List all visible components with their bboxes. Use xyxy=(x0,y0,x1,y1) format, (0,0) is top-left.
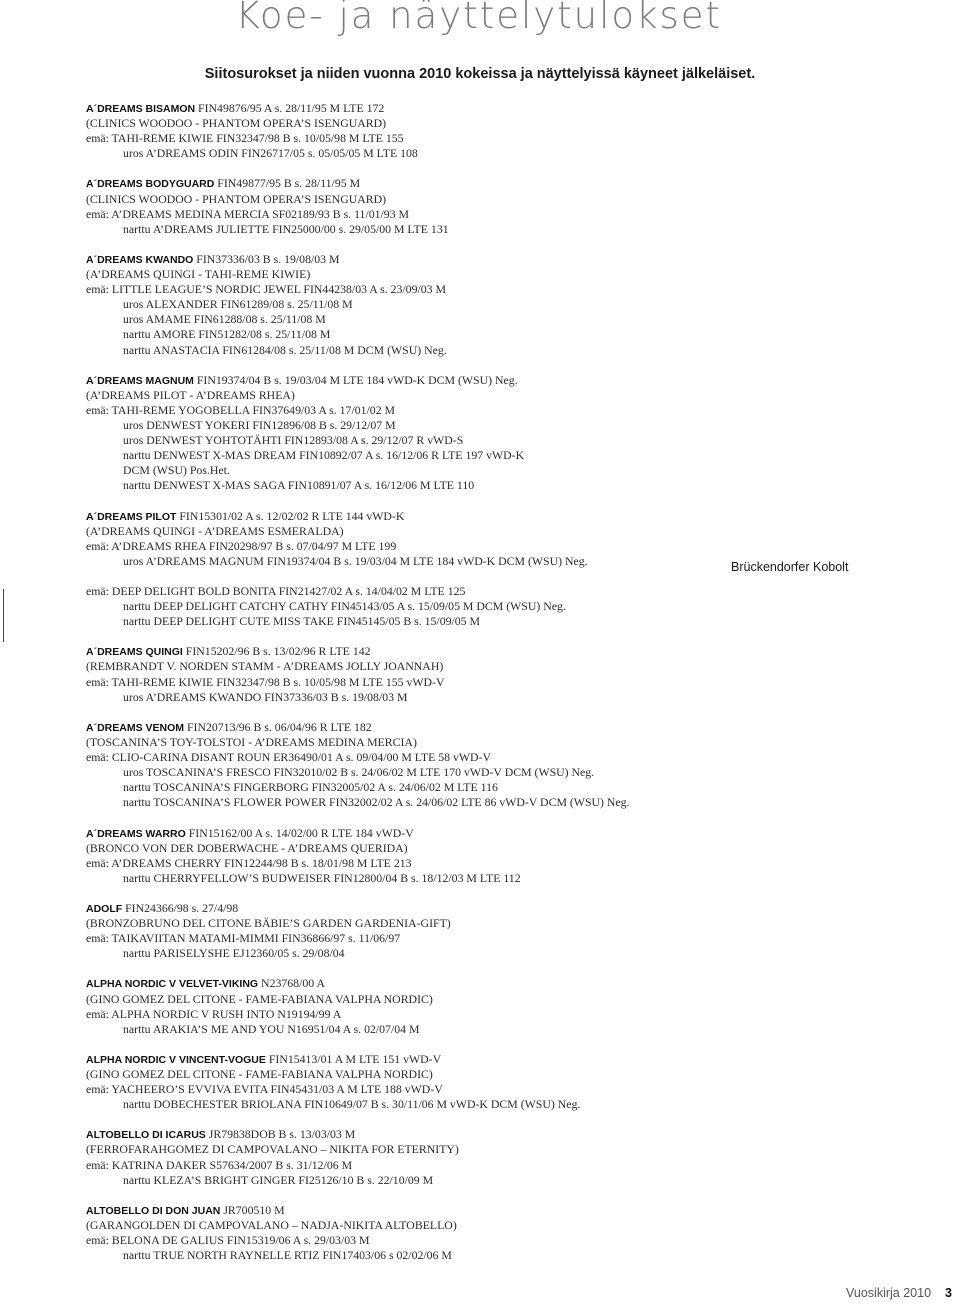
page-number: 3 xyxy=(945,1286,952,1300)
entry xyxy=(86,644,706,704)
entry-header xyxy=(86,509,706,524)
pedigree-line: (A’DREAMS QUINGI - A’DREAMS ESMERALDA) xyxy=(86,523,344,538)
sire-details: FIN19374/04 B s. 19/03/04 M LTE 184 vWD-K DCM (WSU) Neg. xyxy=(193,372,518,387)
sire-details: FIN15301/02 A s. 12/02/02 R LTE 144 vWD-K xyxy=(176,508,405,523)
offspring-line: narttu TOSCANINA’S FLOWER POWER FIN32002/02 A s. 24/06/02 LTE 86 vWD-V DCM (WSU) Neg. xyxy=(123,795,630,810)
sire-name: A´DREAMS KWANDO xyxy=(86,253,194,266)
pedigree-line: emä: ALPHA NORDIC V RUSH INTO N19194/99 A xyxy=(86,1006,342,1021)
pedigree-line: emä: TAHI-REME KIWIE FIN32347/98 B s. 10/05/98 M LTE 155 vWD-V xyxy=(86,674,445,689)
pedigree-line: (REMBRANDT V. NORDEN STAMM - A’DREAMS JOLLY JOANNAH) xyxy=(86,659,444,674)
entry-header xyxy=(86,373,706,388)
pedigree-line: emä: KATRINA DAKER S57634/2007 B s. 31/12/06 M xyxy=(86,1157,353,1172)
entry-header xyxy=(86,176,706,191)
offspring-line: narttu ANASTACIA FIN61284/08 s. 25/11/08 M DCM (WSU) Neg. xyxy=(123,342,447,357)
offspring-line: narttu KLEZA’S BRIGHT GINGER FI25126/10 B s. 22/10/09 M xyxy=(123,1172,434,1187)
sire-details: FIN15202/96 B s. 13/02/96 R LTE 142 xyxy=(182,644,371,659)
entry-header xyxy=(86,252,706,267)
offspring-line: narttu CHERRYFELLOW’S BUDWEISER FIN12800/04 B s. 18/12/03 M LTE 112 xyxy=(123,870,521,885)
margin-rule xyxy=(3,589,4,642)
offspring-line: DCM (WSU) Pos.Het. xyxy=(123,463,230,478)
page-title: Koe- ja näyttelytulokset xyxy=(235,0,722,37)
entry xyxy=(86,826,706,886)
sire-name: A´DREAMS BISAMON xyxy=(86,103,196,115)
sire-name: ADOLF xyxy=(86,902,123,915)
sire-name: A´DREAMS PILOT xyxy=(86,510,177,523)
pedigree-line: emä: YACHEERO’S EVVIVA EVITA FIN45431/03 A M LTE 188 vWD-V xyxy=(86,1082,443,1097)
pedigree-line: (A’DREAMS PILOT - A’DREAMS RHEA) xyxy=(86,387,295,402)
offspring-line: narttu DEEP DELIGHT CATCHY CATHY FIN45143/05 A s. 15/09/05 M DCM (WSU) Neg. xyxy=(123,599,566,614)
footer xyxy=(846,1286,952,1300)
pedigree-line: emä: A’DREAMS MEDINA MERCIA SF02189/93 B s. 11/01/93 M xyxy=(86,206,410,221)
sire-name: ALPHA NORDIC V VELVET-VIKING xyxy=(86,978,259,991)
offspring-line: narttu DENWEST X-MAS SAGA FIN10891/07 A s. 16/12/06 M LTE 110 xyxy=(123,478,475,493)
sire-name: A´DREAMS VENOM xyxy=(86,721,185,734)
entry-header xyxy=(86,101,706,116)
sire-details: FIN49877/95 B s. 28/11/95 M xyxy=(214,176,361,191)
offspring-line: narttu PARISELYSHE EJ12360/05 s. 29/08/04 xyxy=(123,946,345,961)
entry-header xyxy=(86,1203,706,1218)
pedigree-line: emä: DEEP DELIGHT BOLD BONITA FIN21427/02 A s. 14/04/02 M LTE 125 xyxy=(86,584,466,598)
pedigree-line xyxy=(86,569,706,584)
sire-details: FIN15413/01 A M LTE 151 vWD-V xyxy=(265,1051,442,1066)
entry xyxy=(86,901,706,961)
pedigree-line: emä: BELONA DE GALIUS FIN15319/06 A s. 29/03/03 M xyxy=(86,1233,370,1248)
offspring-line: narttu TRUE NORTH RAYNELLE RTIZ FIN17403/06 s 02/02/06 M xyxy=(123,1248,452,1263)
pedigree-line: emä: CLIO-CARINA DISANT ROUN ER36490/01 A s. 09/04/00 M LTE 58 vWD-V xyxy=(86,750,492,765)
sire-details: N23768/00 A xyxy=(258,976,325,991)
offspring-line: uros A’DREAMS ODIN FIN26717/05 s. 05/05/05 M LTE 108 xyxy=(123,146,418,161)
sire-name: ALTOBELLO DI DON JUAN xyxy=(86,1204,221,1217)
side-note: Brückendorfer Kobolt xyxy=(731,560,849,574)
offspring-line: narttu DENWEST X-MAS DREAM FIN10892/07 A s. 16/12/06 R LTE 197 vWD-K xyxy=(123,448,525,463)
page-subtitle: Siitosurokset ja niiden vuonna 2010 kokeissa ja näyttelyissä käyneet jälkeläiset. xyxy=(204,66,756,82)
pedigree-line: (A’DREAMS QUINGI - TAHI-REME KIWIE) xyxy=(86,267,311,282)
sire-details: FIN49876/95 A s. 28/11/95 M LTE 172 xyxy=(195,101,385,115)
sire-name: A´DREAMS QUINGI xyxy=(86,646,183,659)
pedigree-line: (CLINICS WOODOO - PHANTOM OPERA’S ISENGUARD) xyxy=(86,191,387,206)
pedigree-line: (BRONCO VON DER DOBERWACHE - A’DREAMS QUERIDA) xyxy=(86,840,408,855)
offspring-line: uros DENWEST YOKERI FIN12896/08 B s. 29/12/07 M xyxy=(123,417,396,432)
entry xyxy=(86,720,706,811)
entry xyxy=(86,1127,706,1187)
sire-name: A´DREAMS MAGNUM xyxy=(86,374,194,387)
offspring-line: uros A’DREAMS MAGNUM FIN19374/04 B s. 19/03/04 M LTE 184 vWD-K DCM (WSU) Neg. xyxy=(123,553,588,568)
entry-header xyxy=(86,1052,706,1067)
entry-header xyxy=(86,976,706,991)
pedigree-line: (GARANGOLDEN DI CAMPOVALANO – NADJA-NIKITA ALTOBELLO) xyxy=(86,1217,457,1232)
sire-details: FIN37336/03 B s. 19/08/03 M xyxy=(193,251,340,266)
sire-name: ALPHA NORDIC V VINCENT-VOGUE xyxy=(86,1053,266,1066)
offspring-line: uros DENWEST YOHTOTÄHTI FIN12893/08 A s. 29/12/07 R vWD-S xyxy=(123,433,464,448)
pedigree-line: emä: TAHI-REME YOGOBELLA FIN37649/03 A s. 17/01/02 M xyxy=(86,402,396,417)
sire-details: FIN20713/96 B s. 06/04/96 R LTE 182 xyxy=(184,719,372,734)
pedigree-line: (GINO GOMEZ DEL CITONE - FAME-FABIANA VALPHA NORDIC) xyxy=(86,1067,433,1081)
offspring-line: narttu A’DREAMS JULIETTE FIN25000/00 s. 29/05/00 M LTE 131 xyxy=(123,221,449,236)
pedigree-line: emä: LITTLE LEAGUE’S NORDIC JEWEL FIN44238/03 A s. 23/09/03 M xyxy=(86,282,446,297)
offspring-line: narttu DEEP DELIGHT CUTE MISS TAKE FIN45145/05 B s. 15/09/05 M xyxy=(123,614,481,629)
entry-header xyxy=(86,720,706,735)
entry-header xyxy=(86,644,706,659)
sire-name: A´DREAMS WARRO xyxy=(86,827,186,840)
pedigree-line: emä: TAIKAVIITAN MATAMI-MIMMI FIN36866/97 s. 11/06/97 xyxy=(86,931,401,946)
sire-name: A´DREAMS BODYGUARD xyxy=(86,178,215,191)
offspring-line: narttu DOBECHESTER BRIOLANA FIN10649/07 B s. 30/11/06 M vWD-K DCM (WSU) Neg. xyxy=(123,1097,581,1112)
pedigree-line: (GINO GOMEZ DEL CITONE - FAME-FABIANA VALPHA NORDIC) xyxy=(86,991,433,1006)
sire-details: FIN24366/98 s. 27/4/98 xyxy=(122,900,239,915)
pedigree-line: (TOSCANINA’S TOY-TOLSTOI - A’DREAMS MEDINA MERCIA) xyxy=(86,734,417,749)
footer-book-title: Vuosikirja 2010 xyxy=(846,1286,932,1300)
pedigree-line: emä: A’DREAMS RHEA FIN20298/97 B s. 07/04/97 M LTE 199 xyxy=(86,538,397,553)
offspring-line: uros ALEXANDER FIN61289/08 s. 25/11/08 M xyxy=(123,297,353,312)
sire-name: ALTOBELLO DI ICARUS xyxy=(86,1129,206,1142)
entry xyxy=(86,1052,706,1112)
sire-details: FIN15162/00 A s. 14/02/00 R LTE 184 vWD-V xyxy=(185,825,414,840)
entry-header xyxy=(86,1127,706,1142)
offspring-line: uros A’DREAMS KWANDO FIN37336/03 B s. 19/08/03 M xyxy=(123,689,408,704)
sire-details: JR700510 M xyxy=(220,1202,285,1217)
entry xyxy=(86,1203,706,1263)
offspring-line: narttu TOSCANINA’S FINGERBORG FIN32005/02 A s. 24/06/02 M LTE 116 xyxy=(123,780,498,795)
entry-header xyxy=(86,901,706,916)
entry xyxy=(86,176,706,236)
entry-header xyxy=(86,826,706,841)
entry xyxy=(86,976,706,1036)
results-list xyxy=(86,101,706,1278)
entry xyxy=(86,373,706,494)
offspring-line: narttu ARAKIA’S ME AND YOU N16951/04 A s. 02/07/04 M xyxy=(123,1021,420,1036)
pedigree-line: (FERROFARAHGOMEZ DI CAMPOVALANO – NIKITA FOR ETERNITY) xyxy=(86,1142,459,1157)
entry xyxy=(86,509,706,630)
offspring-line: uros AMAME FIN61288/08 s. 25/11/08 M xyxy=(123,312,326,327)
pedigree-line: emä: TAHI-REME KIWIE FIN32347/98 B s. 10/05/98 M LTE 155 xyxy=(86,131,404,146)
offspring-line: narttu AMORE FIN51282/08 s. 25/11/08 M xyxy=(123,327,331,342)
pedigree-line: (CLINICS WOODOO - PHANTOM OPERA’S ISENGUARD) xyxy=(86,116,387,131)
entry xyxy=(86,252,706,358)
pedigree-line: (BRONZOBRUNO DEL CITONE BÄBIE’S GARDEN GARDENIA-GIFT) xyxy=(86,916,451,931)
pedigree-line: emä: A’DREAMS CHERRY FIN12244/98 B s. 18/01/98 M LTE 213 xyxy=(86,855,412,870)
entry xyxy=(86,101,706,161)
offspring-line: uros TOSCANINA’S FRESCO FIN32010/02 B s. 24/06/02 M LTE 170 vWD-V DCM (WSU) Neg. xyxy=(123,765,595,780)
sire-details: JR79838DOB B s. 13/03/03 M xyxy=(205,1127,356,1142)
